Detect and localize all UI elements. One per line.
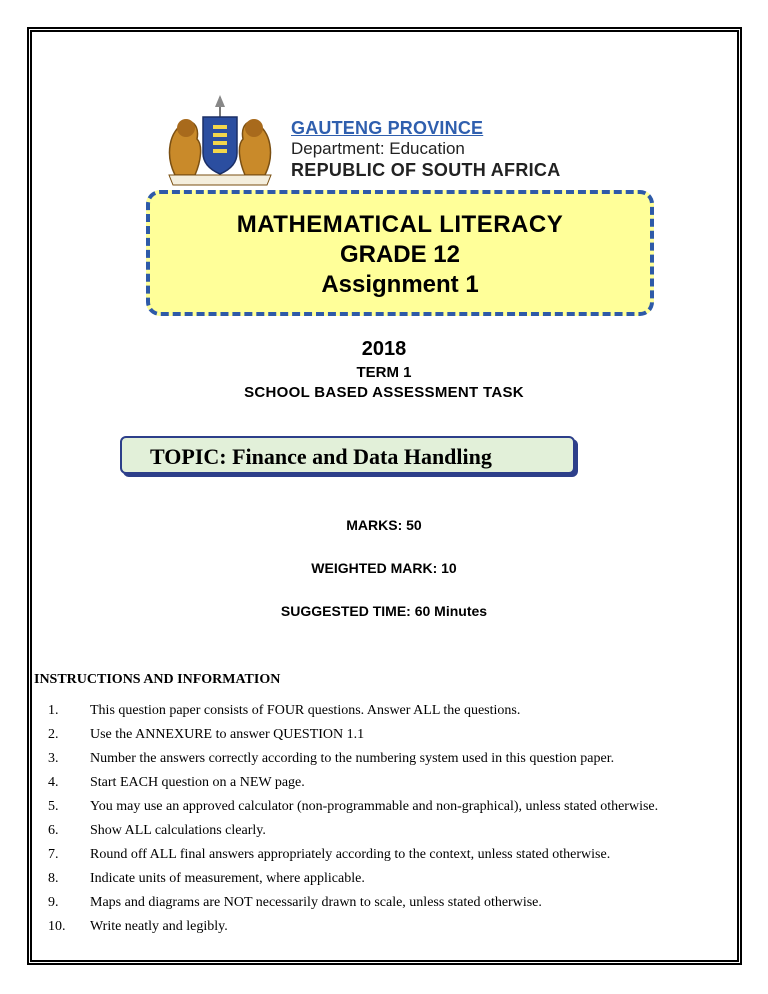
list-item: 9. Maps and diagrams are NOT necessarily drawn to scale, unless stated otherwise. <box>48 895 542 910</box>
assignment-title: Assignment 1 <box>321 271 479 298</box>
list-item: 7. Round off ALL final answers appropriately according to the context, unless stated otherwise. <box>48 847 611 862</box>
instructions-list <box>48 703 658 943</box>
suggested-time-label: SUGGESTED TIME: 60 Minutes <box>280 603 488 619</box>
list-item: 5. You may use an approved calculator (non-programmable and non-graphical), unless stated otherwise. <box>48 799 659 814</box>
department-header <box>291 117 561 181</box>
list-item: 1. This question paper consists of FOUR questions. Answer ALL the questions. <box>48 703 521 718</box>
marks-label: MARKS: 50 <box>346 517 422 533</box>
list-item: 8. Indicate units of measurement, where applicable. <box>48 871 365 886</box>
coat-of-arms-icon <box>155 95 285 187</box>
list-item: 3. Number the answers correctly according to the numbering system used in this question paper. <box>48 751 615 766</box>
subject-title: MATHEMATICAL LITERACY <box>236 211 564 238</box>
country-name: REPUBLIC OF SOUTH AFRICA <box>291 160 561 180</box>
list-item: 4. Start EACH question on a NEW page. <box>48 775 305 790</box>
grade-title: GRADE 12 <box>339 241 461 268</box>
province-name: GAUTENG PROVINCE <box>291 118 484 138</box>
list-item: 2. Use the ANNEXURE to answer QUESTION 1.1 <box>48 727 365 742</box>
weighted-mark-label: WEIGHTED MARK: 10 <box>311 560 457 576</box>
title-box <box>146 190 654 316</box>
term-label: TERM 1 <box>356 364 412 381</box>
year-label: 2018 <box>361 338 407 360</box>
topic-box: TOPIC: Finance and Data Handling <box>120 436 575 474</box>
list-item: 10. Write neatly and legibly. <box>48 919 228 934</box>
task-label: SCHOOL BASED ASSESSMENT TASK <box>244 384 524 401</box>
list-item: 6. Show ALL calculations clearly. <box>48 823 266 838</box>
instructions-heading: INSTRUCTIONS AND INFORMATION <box>34 672 281 687</box>
department-name: Department: Education <box>291 139 465 158</box>
